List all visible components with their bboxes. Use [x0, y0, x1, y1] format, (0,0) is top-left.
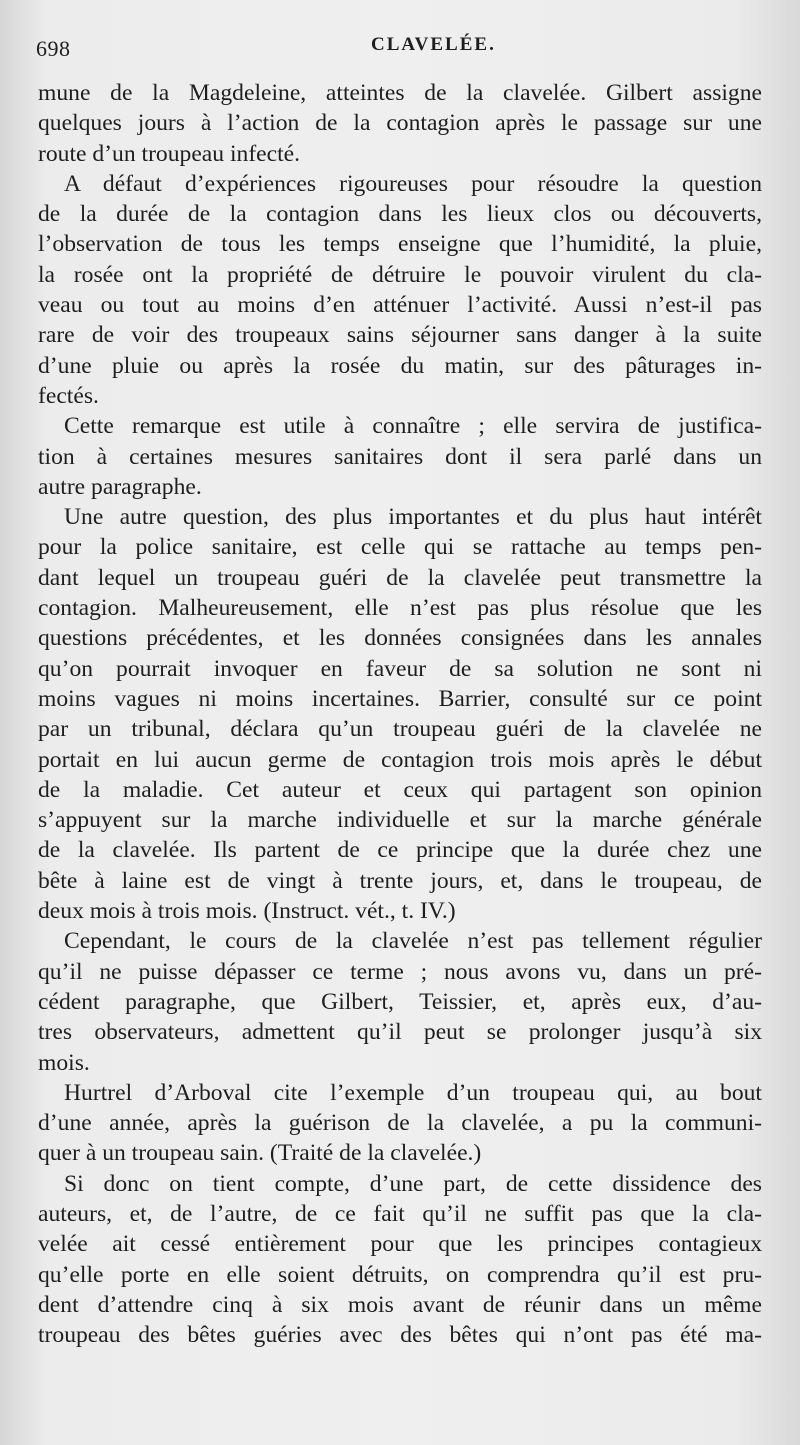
- text-line: la rosée ont la propriété de détruire le pouvoir virulent du cla-: [38, 261, 762, 288]
- text-line: quer à un troupeau sain. (Traité de la clavelée.): [38, 1140, 482, 1167]
- text-line: moins vagues ni moins incertaines. Barrier, consulté sur ce point: [38, 685, 762, 712]
- text-line: Une autre question, des plus importantes et du plus haut intérêt: [64, 504, 762, 531]
- text-line: d’une année, après la guérison de la clavelée, a pu la communi-: [38, 1110, 762, 1137]
- text-line: Hurtrel d’Arboval cite l’exemple d’un troupeau qui, au bout: [64, 1079, 762, 1106]
- text-line: d’une pluie ou après la rosée du matin, sur des pâturages in-: [38, 352, 762, 379]
- text-line: par un tribunal, déclara qu’un troupeau guéri de la clavelée ne: [38, 716, 762, 743]
- text-line: fectés.: [38, 382, 99, 409]
- page-header: [36, 30, 760, 66]
- text-line: mune de la Magdeleine, atteintes de la clavelée. Gilbert assigne: [38, 80, 762, 106]
- text-line: troupeau des bêtes guéries avec des bêtes qui n’ont pas été ma-: [38, 1322, 762, 1349]
- text-line: deux mois à trois mois. (Instruct. vét., t. IV.): [38, 898, 456, 925]
- text-line: qu’elle porte en elle soient détruits, on comprendra qu’il est pru-: [38, 1261, 762, 1288]
- text-line: mois.: [38, 1049, 90, 1076]
- text-line: portait en lui aucun germe de contagion trois mois après le début: [38, 746, 762, 773]
- text-line: tion à certaines mesures sanitaires dont il sera parlé dans un: [38, 443, 762, 470]
- running-title: CLAVELÉE.: [371, 34, 496, 55]
- text-line: A défaut d’expériences rigoureuses pour résoudre la question: [64, 170, 762, 197]
- text-line: contagion. Malheureusement, elle n’est pas plus résolue que les: [38, 595, 762, 622]
- text-line: de la maladie. Cet auteur et ceux qui partagent son opinion: [38, 776, 762, 803]
- text-line: de la clavelée. Ils partent de ce principe que la durée chez une: [38, 837, 762, 864]
- body-text: [38, 78, 762, 1350]
- text-line: tres observateurs, admettent qu’il peut se prolonger jusqu’à six: [38, 1019, 762, 1046]
- text-line: de la durée de la contagion dans les lieux clos ou découverts,: [38, 201, 762, 228]
- text-line: pour la police sanitaire, est celle qui se rattache au temps pen-: [38, 534, 762, 561]
- text-line: veau ou tout au moins d’en atténuer l’activité. Aussi n’est-il pas: [38, 292, 762, 319]
- text-line: autre paragraphe.: [38, 473, 202, 500]
- text-line: cédent paragraphe, que Gilbert, Teissier, et, après eux, d’au-: [38, 988, 762, 1015]
- text-line: dant lequel un troupeau guéri de la clavelée peut transmettre la: [38, 564, 762, 591]
- text-line: Si donc on tient compte, d’une part, de cette dissidence des: [64, 1170, 762, 1197]
- text-line: route d’un troupeau infecté.: [38, 140, 301, 167]
- page-number: 698: [36, 36, 71, 61]
- text-line: s’appuyent sur la marche individuelle et sur la marche générale: [38, 807, 762, 834]
- text-line: bête à laine est de vingt à trente jours, et, dans le troupeau, de: [38, 867, 762, 894]
- text-line: rare de voir des troupeaux sains séjourner sans danger à la suite: [38, 322, 762, 349]
- text-line: qu’il ne puisse dépasser ce terme ; nous avons vu, dans un pré-: [38, 958, 762, 985]
- text-line: quelques jours à l’action de la contagion après le passage sur une: [38, 110, 762, 137]
- text-line: l’observation de tous les temps enseigne que l’humidité, la pluie,: [38, 231, 762, 258]
- text-line: auteurs, et, de l’autre, de ce fait qu’il ne suffit pas que la cla-: [38, 1200, 762, 1227]
- text-line: velée ait cessé entièrement pour que les principes contagieux: [38, 1231, 762, 1258]
- text-line: qu’on pourrait invoquer en faveur de sa solution ne sont ni: [38, 655, 762, 682]
- text-line: questions précédentes, et les données consignées dans les annales: [38, 625, 762, 652]
- text-line: Cependant, le cours de la clavelée n’est pas tellement régulier: [64, 928, 762, 955]
- text-line: Cette remarque est utile à connaître ; elle servira de justifica-: [64, 413, 762, 440]
- text-line: dent d’attendre cinq à six mois avant de réunir dans un même: [38, 1291, 762, 1318]
